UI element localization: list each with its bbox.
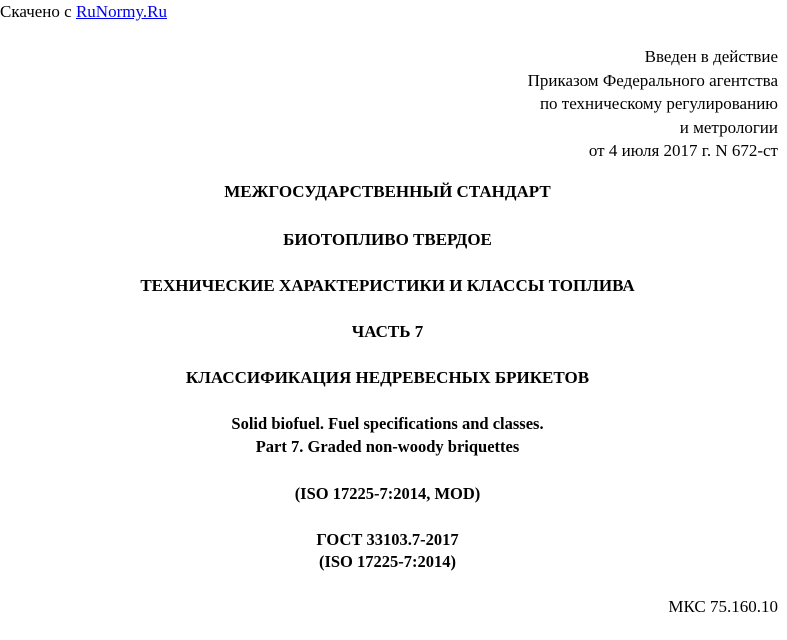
title-line-2: ТЕХНИЧЕСКИЕ ХАРАКТЕРИСТИКИ И КЛАССЫ ТОПЛИВА	[140, 276, 635, 295]
english-title-line-1: Solid biofuel. Fuel specifications and classes.	[231, 414, 544, 433]
enactment-line-3: по техническому регулированию	[539, 94, 778, 113]
source-prefix: Скачено с	[0, 2, 76, 21]
download-source	[0, 2, 167, 22]
part-number: ЧАСТЬ 7	[351, 322, 424, 341]
iso-reference: (ISO 17225-7:2014)	[318, 552, 457, 571]
gost-number: ГОСТ 33103.7-2017	[316, 530, 459, 549]
enactment-note	[528, 45, 778, 163]
title-line-1: БИОТОПЛИВО ТВЕРДОЕ	[283, 230, 492, 249]
enactment-line-5: от 4 июля 2017 г. N 672-ст	[588, 141, 778, 160]
mks-code: МКС 75.160.10	[668, 597, 778, 616]
enactment-line-2: Приказом Федерального агентства	[527, 70, 778, 90]
enactment-line-4: и метрологии	[679, 117, 778, 137]
english-title-line-2: Part 7. Graded non-woody briquettes	[255, 437, 520, 456]
runormy-link[interactable]: RuNormy.Ru	[75, 2, 167, 21]
enactment-line-1: Введен в действие	[644, 47, 778, 66]
standard-type: МЕЖГОСУДАРСТВЕННЫЙ СТАНДАРТ	[224, 182, 551, 201]
iso-mod-reference: (ISO 17225-7:2014, MOD)	[294, 484, 481, 503]
title-line-3: КЛАССИФИКАЦИЯ НЕДРЕВЕСНЫХ БРИКЕТОВ	[185, 368, 590, 387]
